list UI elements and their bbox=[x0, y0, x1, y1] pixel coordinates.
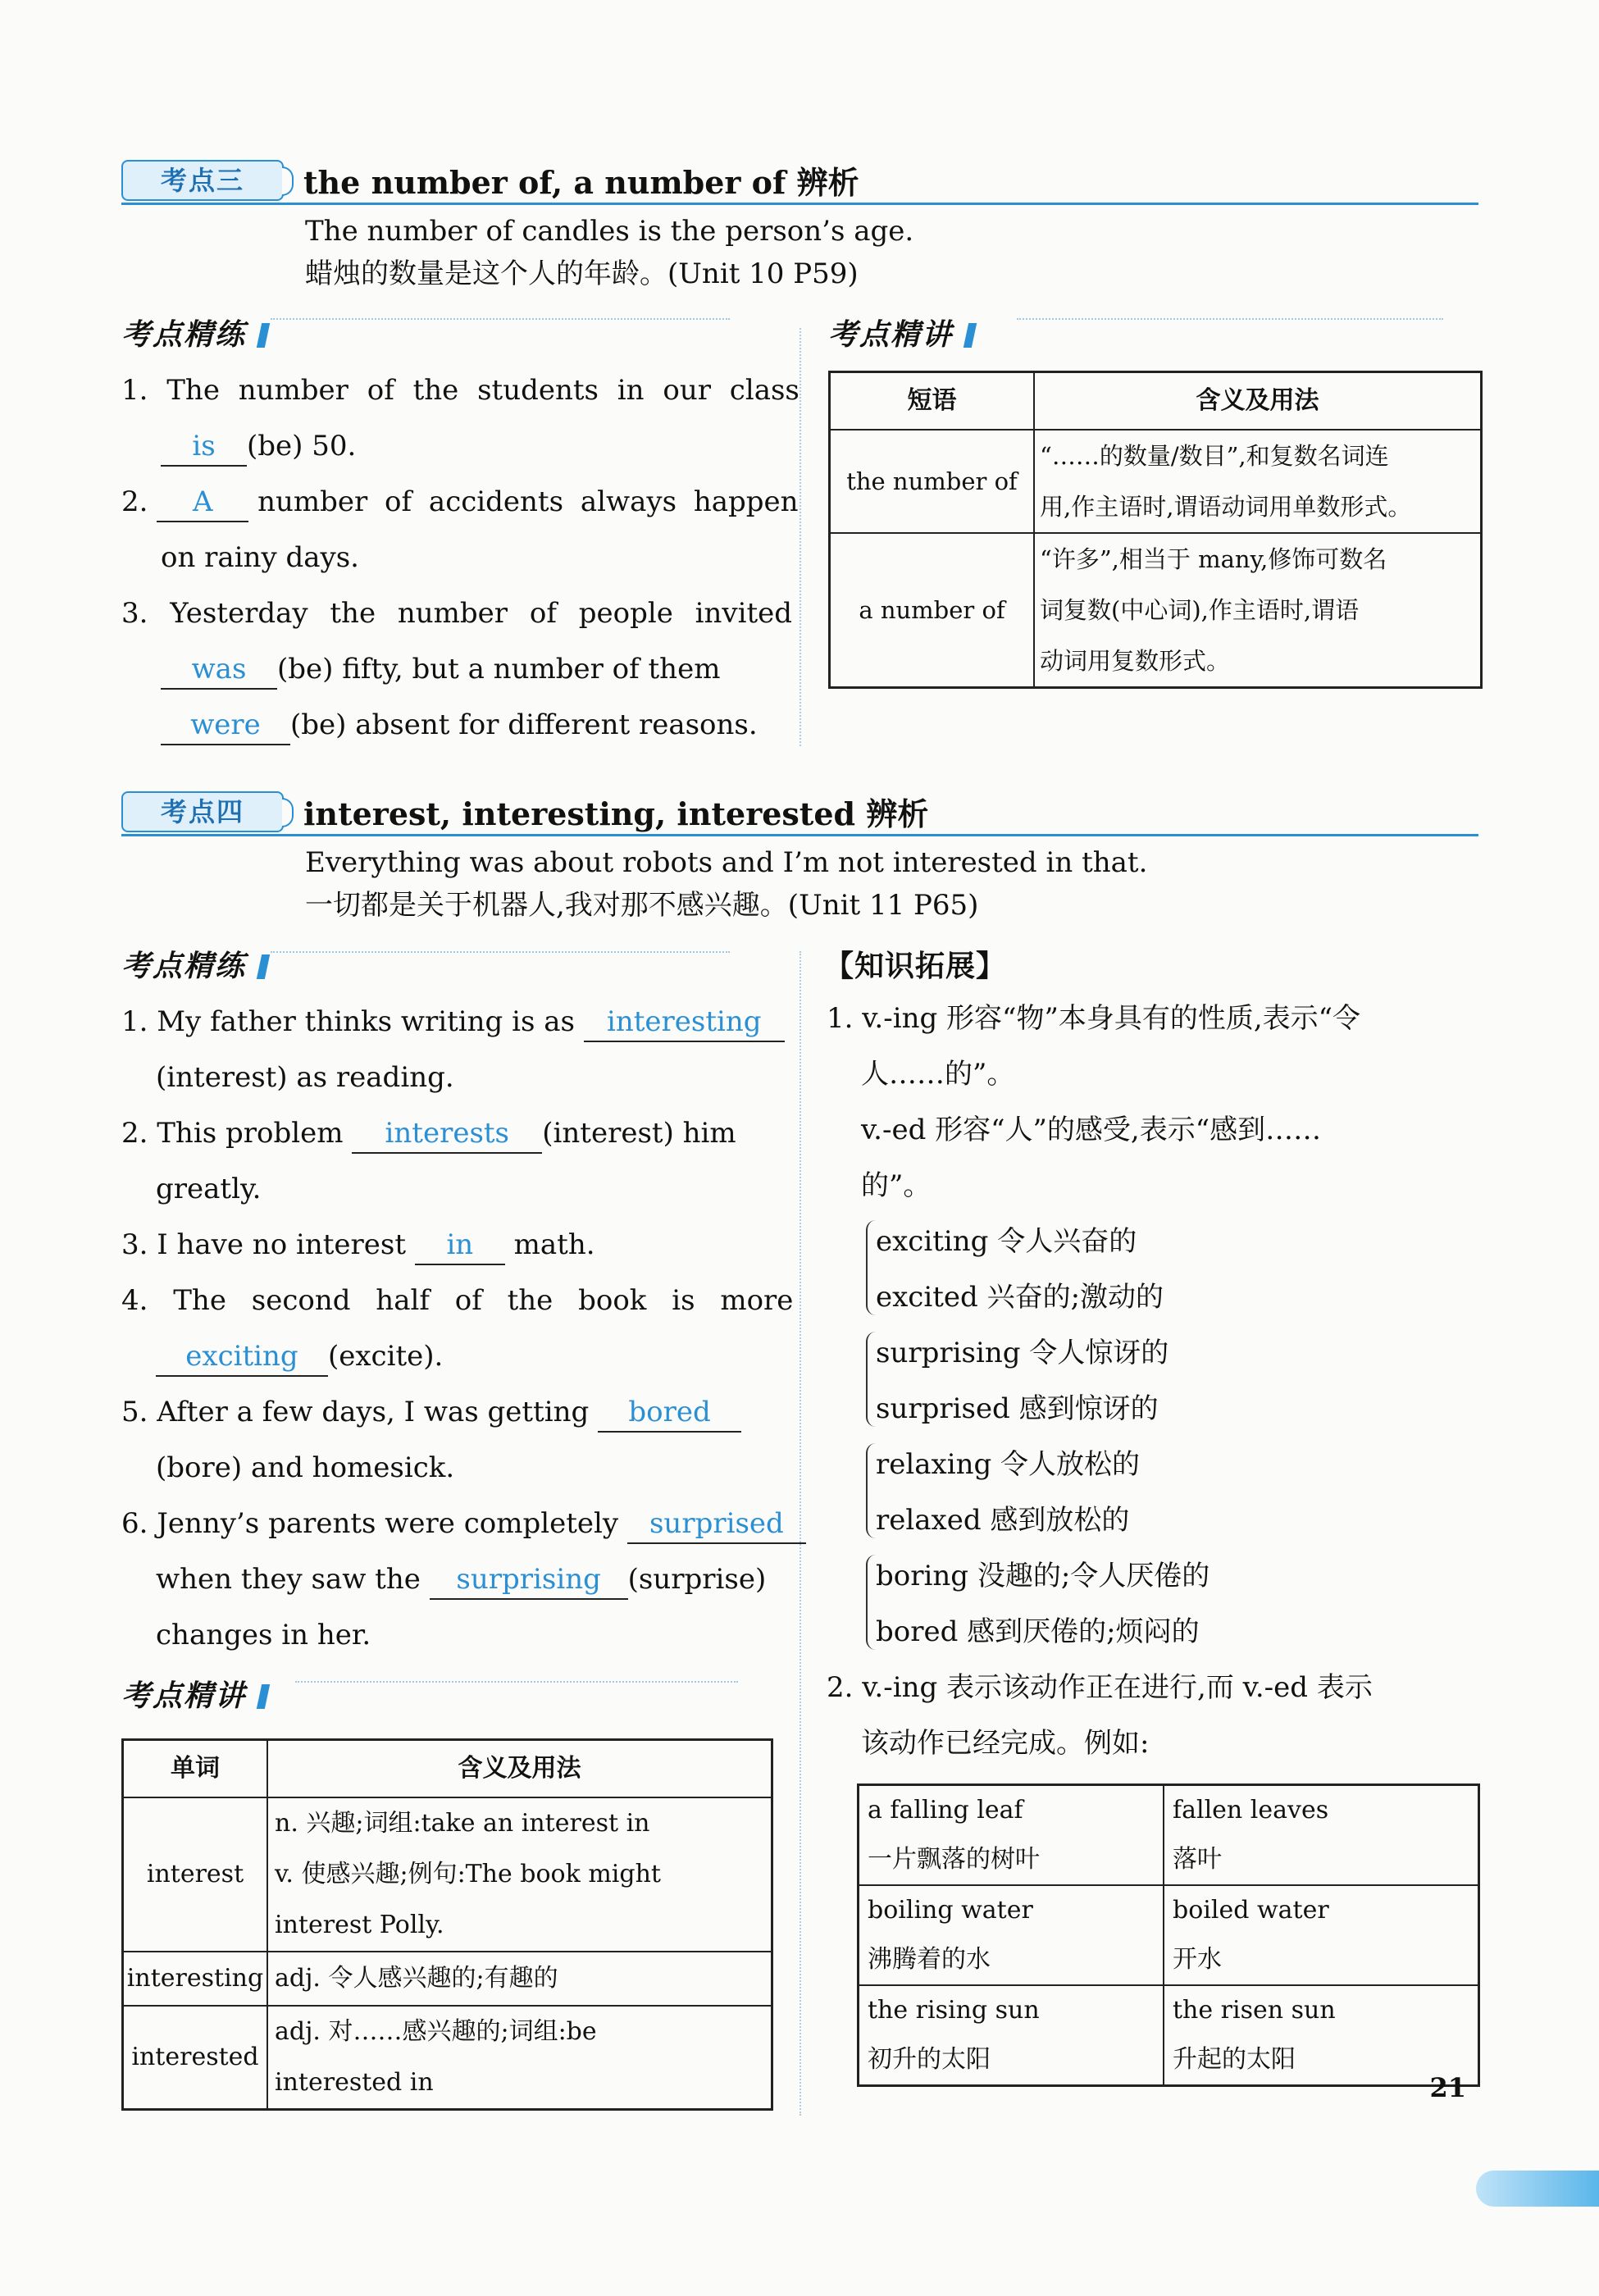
answer-blank[interactable]: A bbox=[157, 483, 248, 522]
table-header: 含义及用法 bbox=[1034, 372, 1482, 430]
answer-blank[interactable]: is bbox=[161, 427, 247, 467]
column-divider bbox=[800, 328, 801, 746]
s3-explain-table bbox=[828, 371, 1483, 689]
table-header: 单词 bbox=[123, 1740, 268, 1797]
section4-explain-title: 考点精讲 bbox=[121, 1673, 267, 1715]
s4-question-6: 6. Jenny’s parents were completely surprised when they saw the surprising (surprise) changes in her. bbox=[121, 1496, 773, 1663]
s4-question-4: 4. The second half of the book is more exciting (excite). bbox=[121, 1273, 773, 1384]
ext-point-2: 2. v.-ing 表示该动作正在进行,而 v.-ed 表示 该动作已经完成。例如: bbox=[827, 1671, 1373, 1760]
ext-pair: relaxing 令人放松的 relaxed 感到放松的 bbox=[876, 1448, 1141, 1537]
s4-question-1: 1. My father thinks writing is as interesting (interest) as reading. bbox=[121, 994, 773, 1105]
s3-question-2: 2. A number of accidents always happen on rainy days. bbox=[121, 474, 773, 585]
table-cell: the risen sun 升起的太阳 bbox=[1164, 1985, 1479, 2086]
answer-blank[interactable]: interests bbox=[352, 1114, 542, 1154]
section4-example-en: Everything was about robots and I’m not interested in that. bbox=[305, 846, 1148, 879]
table-cell: adj. 令人感兴趣的;有趣的 bbox=[267, 1952, 772, 2006]
dotted-divider bbox=[271, 318, 730, 320]
section4-practice-title: 考点精练 bbox=[121, 943, 267, 985]
answer-blank[interactable]: exciting bbox=[156, 1337, 328, 1377]
table-header: 短语 bbox=[830, 372, 1035, 430]
table-cell: the rising sun 初升的太阳 bbox=[859, 1985, 1164, 2086]
section3-title: the number of, a number of 辨析 bbox=[303, 164, 859, 201]
dotted-divider bbox=[295, 1681, 738, 1683]
table-cell: a number of bbox=[830, 533, 1035, 688]
table-cell: n. 兴趣;词组:take an interest in v. 使感兴趣;例句:The book might interest Polly. bbox=[267, 1797, 772, 1952]
brace-icon bbox=[866, 1443, 876, 1538]
section3-example-en: The number of candles is the person’s age. bbox=[305, 215, 914, 248]
table-cell: “……的数量/数目”,和复数名词连 用,作主语时,谓语动词用单数形式。 bbox=[1034, 430, 1482, 533]
brace-icon bbox=[866, 1555, 876, 1650]
section3-tag: 考点三 bbox=[121, 160, 284, 201]
section4-header bbox=[121, 754, 1478, 836]
table-cell: the number of bbox=[830, 430, 1035, 533]
table-cell: a falling leaf 一片飘落的树叶 bbox=[859, 1785, 1164, 1886]
s3-question-3: 3. Yesterday the number of people invited was (be) fifty, but a number of them were (be) absent for different reasons. bbox=[121, 585, 773, 753]
section4-ext-title: 【知识拓展】 bbox=[824, 950, 1007, 983]
section3-practice-title: 考点精练 bbox=[121, 312, 267, 353]
answer-blank[interactable]: surprised bbox=[627, 1505, 806, 1544]
answer-blank[interactable]: bored bbox=[598, 1393, 741, 1433]
s4-question-3: 3. I have no interest in math. bbox=[121, 1217, 773, 1273]
section4-example-cn: 一切都是关于机器人,我对那不感兴趣。(Unit 11 P65) bbox=[305, 889, 979, 922]
table-cell: adj. 对……感兴趣的;词组:be interested in bbox=[267, 2006, 772, 2110]
answer-blank[interactable]: in bbox=[415, 1226, 505, 1265]
section3-header bbox=[121, 123, 1478, 205]
table-cell: boiled water 开水 bbox=[1164, 1885, 1479, 1985]
brace-icon bbox=[866, 1220, 876, 1315]
section3-example-cn: 蜡烛的数量是这个人的年龄。(Unit 10 P59) bbox=[305, 257, 859, 290]
table-cell: boiling water 沸腾着的水 bbox=[859, 1885, 1164, 1985]
answer-blank[interactable]: was bbox=[161, 650, 277, 690]
answer-blank[interactable]: surprising bbox=[430, 1560, 628, 1600]
dotted-divider bbox=[1017, 318, 1443, 320]
answer-blank[interactable]: were bbox=[161, 706, 290, 745]
table-cell: interested bbox=[123, 2006, 268, 2110]
section4-tag: 考点四 bbox=[121, 791, 284, 832]
answer-blank[interactable]: interesting bbox=[584, 1003, 785, 1042]
section3-rule bbox=[121, 203, 1478, 205]
page-number-tab bbox=[1476, 2171, 1599, 2207]
table-cell: interesting bbox=[123, 1952, 268, 2006]
ext-examples-table bbox=[857, 1784, 1480, 2087]
s4-question-2: 2. This problem interests (interest) him greatly. bbox=[121, 1105, 773, 1217]
brace-icon bbox=[866, 1332, 876, 1427]
ext-point-1: 1. v.-ing 形容“物”本身具有的性质,表示“令 人……的”。 v.-ed 形容“人”的感受,表示“感到…… 的”。 bbox=[827, 1002, 1361, 1202]
page-number: 21 bbox=[1429, 2072, 1466, 2103]
section4-title: interest, interesting, interested 辨析 bbox=[303, 795, 929, 832]
ext-pair: exciting 令人兴奋的 excited 兴奋的;激动的 bbox=[876, 1225, 1164, 1314]
table-header: 含义及用法 bbox=[267, 1740, 772, 1797]
table-cell: fallen leaves 落叶 bbox=[1164, 1785, 1479, 1886]
ext-pair: surprising 令人惊讶的 surprised 感到惊讶的 bbox=[876, 1337, 1169, 1425]
s4-explain-table bbox=[121, 1738, 773, 2111]
section3-explain-title: 考点精讲 bbox=[828, 312, 974, 353]
s3-question-1: 1. The number of the students in our class is (be) 50. bbox=[121, 362, 773, 474]
table-cell: interest bbox=[123, 1797, 268, 1952]
s4-question-5: 5. After a few days, I was getting bored (bore) and homesick. bbox=[121, 1384, 773, 1496]
table-cell: “许多”,相当于 many,修饰可数名 词复数(中心词),作主语时,谓语 动词用复数形式。 bbox=[1034, 533, 1482, 688]
dotted-divider bbox=[271, 951, 730, 953]
section4-rule bbox=[121, 834, 1478, 836]
ext-pair: boring 没趣的;令人厌倦的 bored 感到厌倦的;烦闷的 bbox=[876, 1560, 1210, 1648]
